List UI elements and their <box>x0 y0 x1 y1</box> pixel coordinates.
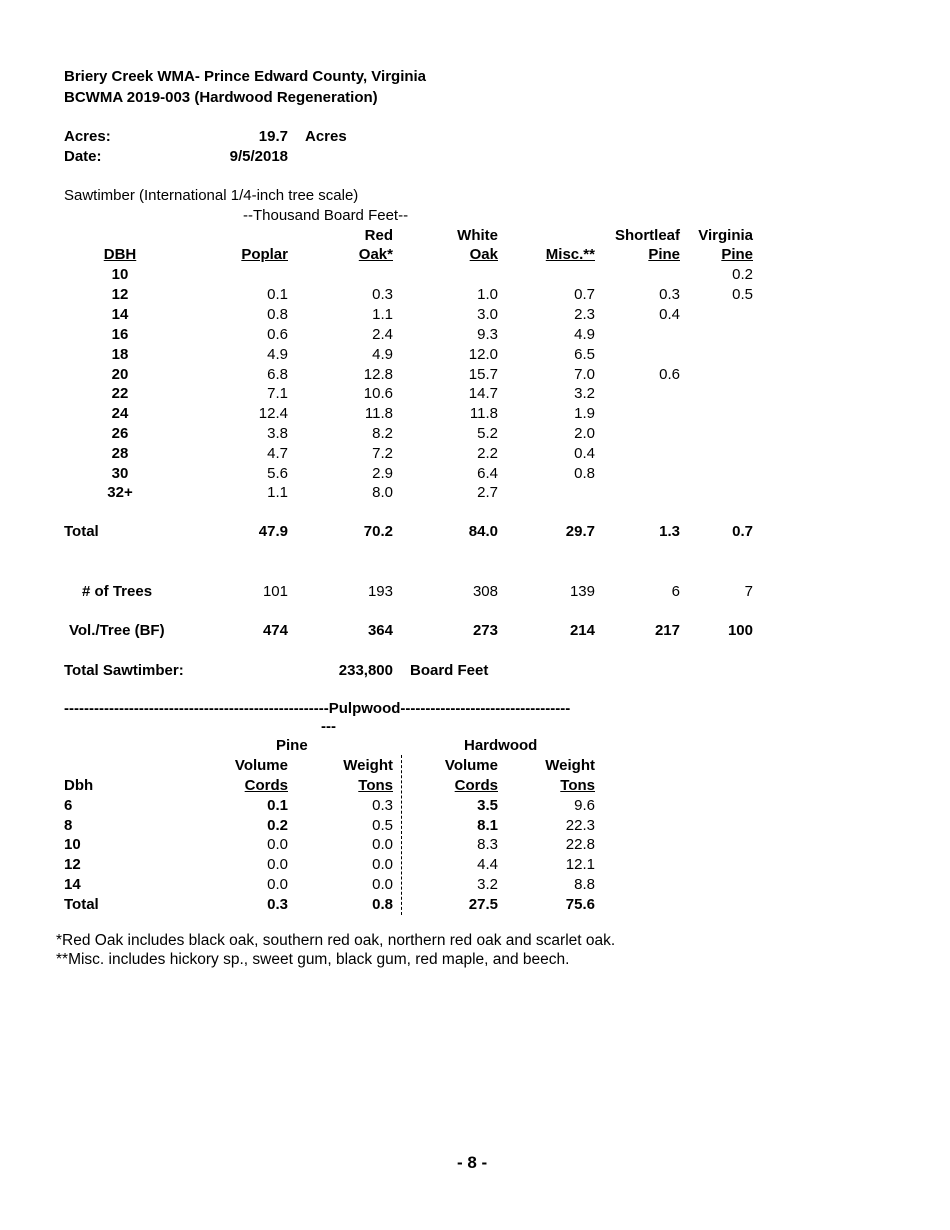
sawtimber-subcaption: --Thousand Board Feet-- <box>243 207 409 224</box>
pulp-dbh-cell: 14 <box>64 876 81 893</box>
table-cell: 15.7 <box>468 366 498 383</box>
table-cell: 0.2 <box>732 266 753 283</box>
table-cell: 0.6 <box>267 326 288 343</box>
table-cell: 12.4 <box>258 405 288 422</box>
total-sawtimber-label: Total Sawtimber: <box>64 662 184 679</box>
trees-cell: 308 <box>472 583 498 600</box>
table-cell: 7.0 <box>574 366 595 383</box>
pulp-cell: 22.8 <box>565 836 595 853</box>
pulp-cell: 0.5 <box>372 817 393 834</box>
column-header-top: White <box>457 227 498 244</box>
table-cell: 5.2 <box>477 425 498 442</box>
table-cell: 6.8 <box>267 366 288 383</box>
column-header: Oak* <box>358 246 393 263</box>
table-cell: 0.4 <box>659 306 680 323</box>
table-cell: 6.4 <box>477 465 498 482</box>
table-cell: 0.1 <box>267 286 288 303</box>
vol-tree-cell: 214 <box>569 622 595 639</box>
table-cell: 4.9 <box>574 326 595 343</box>
table-cell: 2.0 <box>574 425 595 442</box>
table-cell: 3.0 <box>477 306 498 323</box>
column-header-top: Shortleaf <box>614 227 680 244</box>
pulp-cell: 0.3 <box>372 797 393 814</box>
table-cell: 7.1 <box>267 385 288 402</box>
pulp-cell: 8.3 <box>477 836 498 853</box>
table-cell: 0.7 <box>574 286 595 303</box>
pulp-cell: 0.0 <box>267 836 288 853</box>
pulp-header-top: Weight <box>343 757 393 774</box>
pulp-cell: 0.0 <box>372 876 393 893</box>
pulp-header: Cords <box>454 777 498 794</box>
pulp-cell: 9.6 <box>574 797 595 814</box>
pulp-cell: 3.2 <box>477 876 498 893</box>
pulp-dbh-cell: 12 <box>64 856 81 873</box>
table-cell: 3.8 <box>267 425 288 442</box>
pine-group-label: Pine <box>276 737 308 754</box>
total-sawtimber-unit: Board Feet <box>410 662 489 679</box>
pulp-total-label: Total <box>64 896 99 913</box>
pulp-header-top: Weight <box>545 757 595 774</box>
acres-unit: Acres <box>305 128 347 145</box>
footnote-red-oak: *Red Oak includes black oak, southern red oak, northern red oak and scarlet oak. <box>56 932 616 949</box>
table-cell: 2.3 <box>574 306 595 323</box>
pulp-cell: 8.1 <box>477 817 498 834</box>
dbh-cell: 32+ <box>107 484 133 501</box>
table-cell: 2.2 <box>477 445 498 462</box>
vol-tree-cell: 364 <box>367 622 393 639</box>
pulp-total-cell: 75.6 <box>565 896 595 913</box>
pulp-cell: 0.0 <box>372 836 393 853</box>
pulp-cell: 0.1 <box>267 797 288 814</box>
pulp-dbh-cell: 10 <box>64 836 81 853</box>
column-header-top: Red <box>364 227 393 244</box>
pulp-total-cell: 27.5 <box>468 896 498 913</box>
table-cell: 1.9 <box>574 405 595 422</box>
dbh-cell: 18 <box>111 346 129 363</box>
pulp-header: Tons <box>358 777 393 794</box>
pulp-header-top: Volume <box>444 757 498 774</box>
table-cell: 6.5 <box>574 346 595 363</box>
pulpwood-banner-cont: --- <box>321 718 336 735</box>
pulp-cell: 0.0 <box>267 876 288 893</box>
table-cell: 8.0 <box>372 484 393 501</box>
table-cell: 0.3 <box>659 286 680 303</box>
table-cell: 5.6 <box>267 465 288 482</box>
table-cell: 0.5 <box>732 286 753 303</box>
acres-value: 19.7 <box>258 128 288 145</box>
total-cell: 0.7 <box>732 523 753 540</box>
dbh-cell: 30 <box>111 465 129 482</box>
total-cell: 29.7 <box>565 523 595 540</box>
pulp-header: Cords <box>244 777 288 794</box>
trees-label: # of Trees <box>82 583 153 600</box>
dbh-cell: 12 <box>111 286 129 303</box>
vol-tree-cell: 474 <box>262 622 288 639</box>
table-cell: 12.0 <box>468 346 498 363</box>
pulp-header: Tons <box>560 777 595 794</box>
pulp-cell: 12.1 <box>565 856 595 873</box>
pulp-cell: 0.0 <box>372 856 393 873</box>
pulpwood-divider <box>401 755 402 915</box>
total-cell: 47.9 <box>258 523 288 540</box>
table-cell: 0.8 <box>267 306 288 323</box>
column-header: Misc.** <box>545 246 595 263</box>
table-cell: 2.9 <box>372 465 393 482</box>
column-header: Pine <box>721 246 753 263</box>
dbh-cell: 16 <box>111 326 129 343</box>
sawtimber-caption: Sawtimber (International 1/4-inch tree scale) <box>64 187 359 204</box>
acres-label: Acres: <box>64 128 111 145</box>
dbh-cell: 14 <box>111 306 129 323</box>
table-cell: 2.7 <box>477 484 498 501</box>
report-subtitle: BCWMA 2019-003 (Hardwood Regeneration) <box>64 89 378 106</box>
table-cell: 12.8 <box>363 366 393 383</box>
table-cell: 7.2 <box>372 445 393 462</box>
pulp-dbh-header: Dbh <box>64 777 94 794</box>
table-cell: 9.3 <box>477 326 498 343</box>
column-header: Oak <box>469 246 498 263</box>
table-cell: 4.7 <box>267 445 288 462</box>
table-cell: 1.1 <box>267 484 288 501</box>
table-cell: 2.4 <box>372 326 393 343</box>
report-title: Briery Creek WMA- Prince Edward County, Virginia <box>64 68 427 85</box>
dbh-cell: 20 <box>111 366 129 383</box>
pulp-cell: 8.8 <box>574 876 595 893</box>
table-cell: 1.1 <box>372 306 393 323</box>
total-cell: 1.3 <box>659 523 680 540</box>
dbh-header: DBH <box>103 246 137 263</box>
pulpwood-banner: -----------------------------------------------------Pulpwood---------------------------------- <box>64 700 571 717</box>
trees-cell: 101 <box>262 583 288 600</box>
table-cell: 1.0 <box>477 286 498 303</box>
table-cell: 0.6 <box>659 366 680 383</box>
dbh-cell: 24 <box>111 405 129 422</box>
column-header-top: Virginia <box>698 227 753 244</box>
table-cell: 3.2 <box>574 385 595 402</box>
dbh-cell: 26 <box>111 425 129 442</box>
pulp-header-top: Volume <box>234 757 288 774</box>
table-cell: 11.8 <box>469 405 498 422</box>
date-label: Date: <box>64 148 102 165</box>
total-cell: 84.0 <box>468 523 498 540</box>
trees-cell: 193 <box>367 583 393 600</box>
table-cell: 4.9 <box>372 346 393 363</box>
table-cell: 14.7 <box>468 385 498 402</box>
total-sawtimber-value: 233,800 <box>338 662 393 679</box>
pulp-total-cell: 0.3 <box>267 896 288 913</box>
hardwood-group-label: Hardwood <box>464 737 538 754</box>
dbh-cell: 10 <box>111 266 129 283</box>
trees-cell: 139 <box>569 583 595 600</box>
table-cell: 10.6 <box>363 385 393 402</box>
pulp-cell: 4.4 <box>477 856 498 873</box>
table-cell: 0.3 <box>372 286 393 303</box>
dbh-cell: 22 <box>111 385 129 402</box>
pulp-dbh-cell: 8 <box>64 817 73 834</box>
table-cell: 8.2 <box>372 425 393 442</box>
table-cell: 0.8 <box>574 465 595 482</box>
pulp-cell: 22.3 <box>565 817 595 834</box>
date-value: 9/5/2018 <box>229 148 288 165</box>
footnote-misc: **Misc. includes hickory sp., sweet gum, black gum, red maple, and beech. <box>56 951 570 968</box>
pulp-cell: 0.0 <box>267 856 288 873</box>
trees-cell: 6 <box>671 583 680 600</box>
column-header: Pine <box>648 246 680 263</box>
trees-cell: 7 <box>744 583 753 600</box>
vol-tree-cell: 273 <box>472 622 498 639</box>
page-number: - 8 - <box>457 1153 488 1172</box>
vol-tree-label: Vol./Tree (BF) <box>69 622 165 639</box>
vol-tree-cell: 100 <box>727 622 753 639</box>
pulp-cell: 3.5 <box>477 797 498 814</box>
pulp-cell: 0.2 <box>267 817 288 834</box>
total-label: Total <box>64 523 99 540</box>
pulp-dbh-cell: 6 <box>64 797 73 814</box>
column-header: Poplar <box>241 246 288 263</box>
table-cell: 11.8 <box>364 405 393 422</box>
pulp-total-cell: 0.8 <box>372 896 393 913</box>
total-cell: 70.2 <box>363 523 393 540</box>
table-cell: 0.4 <box>574 445 595 462</box>
table-cell: 4.9 <box>267 346 288 363</box>
vol-tree-cell: 217 <box>654 622 680 639</box>
dbh-cell: 28 <box>111 445 129 462</box>
